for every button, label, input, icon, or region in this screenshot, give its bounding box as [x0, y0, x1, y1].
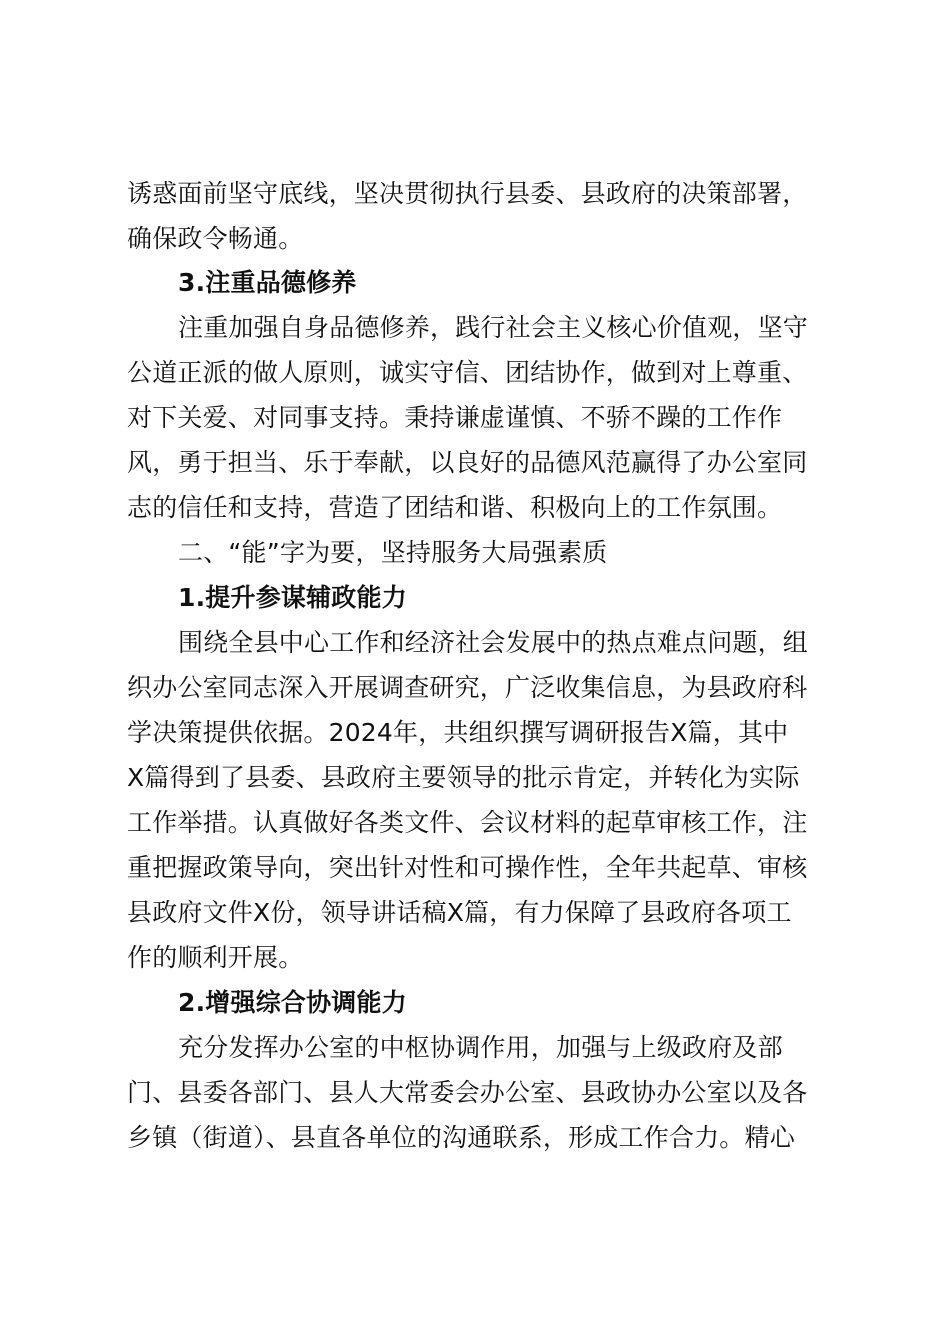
body-line: 对下关爱、对同事支持。秉持谦虚谨慎、不骄不躁的工作作 [127, 403, 783, 432]
body-line: 注重加强自身品德修养，践行社会主义核心价值观，坚守 [178, 313, 809, 342]
body-line: 工作举措。认真做好各类文件、会议材料的起草审核工作，注 [127, 808, 808, 837]
body-line: 充分发挥办公室的中枢协调作用，加强与上级政府及部 [178, 1033, 783, 1062]
chapter-heading: 二、“能”字为要，坚持服务大局强素质 [178, 538, 608, 567]
body-line: 公道正派的做人原则，诚实守信、团结协作，做到对上尊重、 [127, 358, 808, 387]
body-line: 重把握政策导向，突出针对性和可操作性，全年共起草、审核 [127, 853, 808, 882]
body-line: 诱惑面前坚守底线，坚决贯彻执行县委、县政府的决策部署， [127, 179, 808, 208]
body-line: 志的信任和支持，营造了团结和谐、积极向上的工作氛围。 [127, 493, 783, 522]
body-line: 织办公室同志深入开展调查研究，广泛收集信息，为县政府科 [127, 673, 808, 702]
body-line: 围绕全县中心工作和经济社会发展中的热点难点问题，组 [178, 628, 809, 657]
body-line: 乡镇（街道）、县直各单位的沟通联系，形成工作合力。精心 [127, 1123, 795, 1152]
section-heading: 2.增强综合协调能力 [178, 988, 407, 1017]
body-line: 确保政令畅通。 [127, 224, 304, 253]
body-line: 风，勇于担当、乐于奉献，以良好的品德风范赢得了办公室同 [127, 448, 808, 477]
body-line: 门、县委各部门、县人大常委会办公室、县政协办公室以及各 [127, 1078, 808, 1107]
body-line: 学决策提供依据。2024年，共组织撰写调研报告X篇，其中 [127, 718, 789, 747]
section-heading: 1.提升参谋辅政能力 [178, 583, 407, 612]
section-heading: 3.注重品德修养 [178, 268, 357, 297]
body-line: 县政府文件X份，领导讲话稿X篇，有力保障了县政府各项工 [127, 898, 792, 927]
body-line: X篇得到了县委、县政府主要领导的批示肯定，并转化为实际 [127, 763, 800, 792]
body-line: 作的顺利开展。 [127, 943, 304, 972]
